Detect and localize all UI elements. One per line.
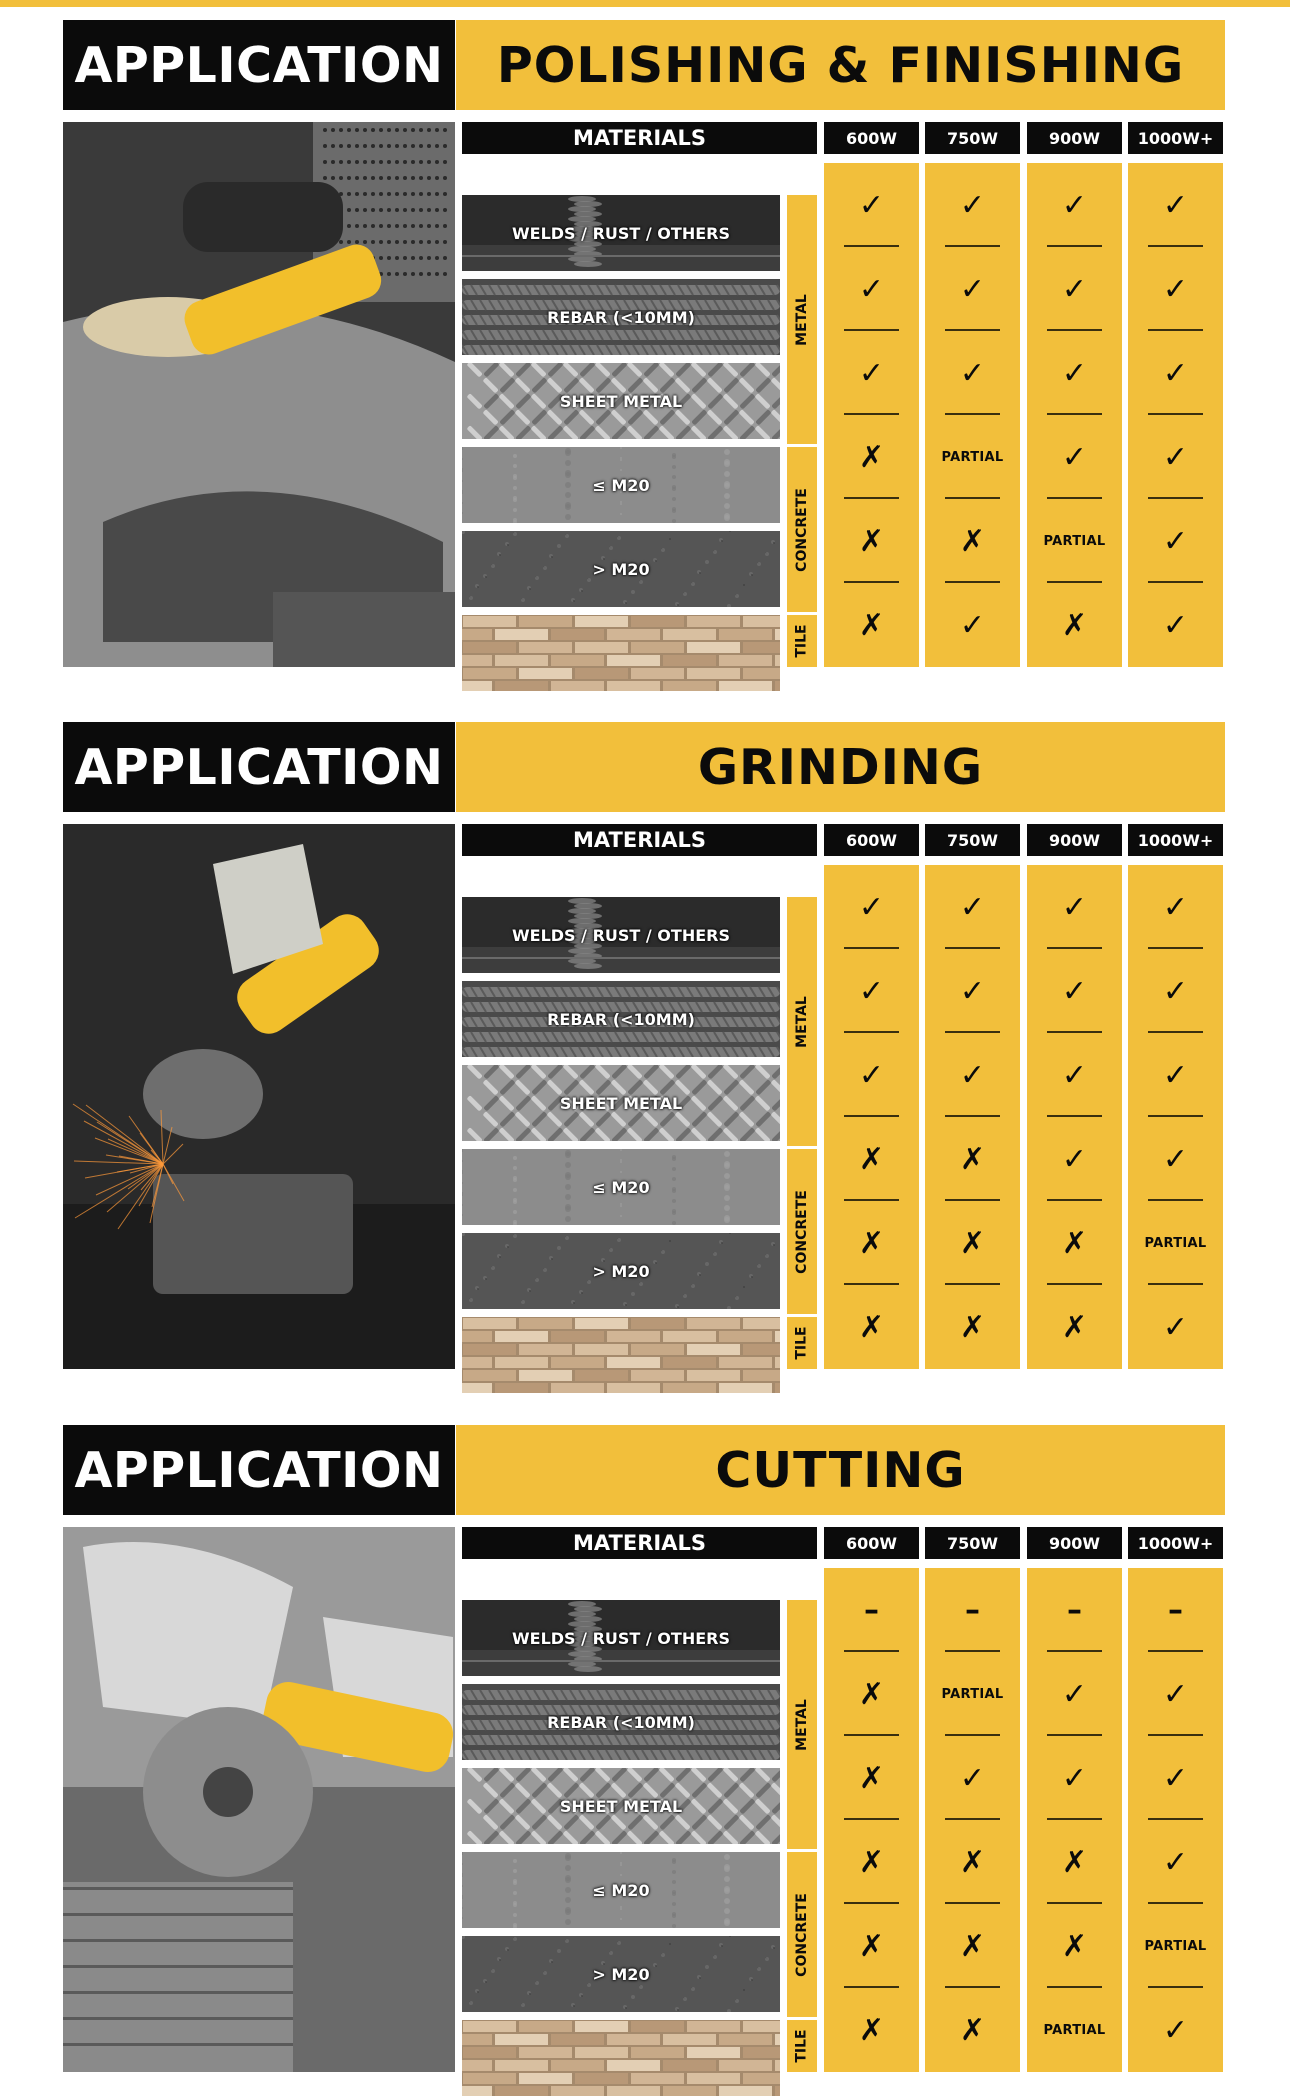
material-tile	[462, 1936, 780, 2012]
application-title: POLISHING & FINISHING	[456, 20, 1225, 110]
cross-icon: ✗	[959, 2012, 986, 2048]
check-icon: ✓	[858, 889, 885, 925]
cross-icon: ✗	[858, 1928, 885, 1964]
material-label: WELDS / RUST / OTHERS	[512, 223, 730, 243]
check-icon: ✓	[1162, 1141, 1189, 1177]
cross-icon: ✗	[858, 1309, 885, 1345]
cross-icon: ✗	[858, 439, 885, 475]
partial-label: PARTIAL	[1043, 2022, 1106, 2038]
wattage-column	[1027, 1568, 1122, 2072]
check-icon: ✓	[1162, 1057, 1189, 1093]
wattage-column	[824, 163, 919, 667]
partial-label: PARTIAL	[1043, 533, 1106, 549]
material-label: WELDS / RUST / OTHERS	[512, 1628, 730, 1648]
wattage-header: 600W	[824, 824, 919, 856]
check-icon: ✓	[858, 973, 885, 1009]
category-text: TILE	[794, 1326, 810, 1360]
dash-icon: –	[965, 1592, 980, 1628]
wattage-header: 750W	[925, 122, 1020, 154]
dash-icon: –	[1168, 1592, 1183, 1628]
check-icon: ✓	[959, 889, 986, 925]
cross-icon: ✗	[959, 1309, 986, 1345]
material-label: > M20	[592, 559, 650, 579]
dash-icon: –	[864, 1592, 879, 1628]
category-text: TILE	[794, 2029, 810, 2063]
cross-icon: ✗	[858, 607, 885, 643]
wattage-header: 750W	[925, 824, 1020, 856]
check-icon: ✓	[959, 973, 986, 1009]
partial-label: PARTIAL	[1144, 1235, 1207, 1251]
wattage-header: 600W	[824, 1527, 919, 1559]
check-icon: ✓	[1061, 187, 1088, 223]
wattage-header: 1000W+	[1128, 824, 1223, 856]
application-label: APPLICATION	[63, 1425, 455, 1515]
check-icon: ✓	[1162, 2012, 1189, 2048]
material-label: > M20	[592, 1261, 650, 1281]
cross-icon: ✗	[858, 1676, 885, 1712]
material-tile	[462, 279, 780, 355]
cross-icon: ✗	[858, 523, 885, 559]
top-accent-bar	[0, 0, 1290, 7]
material-label: SHEET METAL	[559, 391, 683, 411]
cross-icon: ✗	[1061, 1225, 1088, 1261]
check-icon: ✓	[1061, 439, 1088, 475]
category-text: CONCRETE	[794, 1892, 810, 1977]
check-icon: ✓	[1162, 439, 1189, 475]
wattage-header: 900W	[1027, 824, 1122, 856]
wattage-column	[824, 1568, 919, 2072]
wattage-column	[824, 865, 919, 1369]
check-icon: ✓	[858, 355, 885, 391]
material-label: ≤ M20	[592, 1880, 650, 1900]
material-tile	[462, 1233, 780, 1309]
material-tile	[462, 1600, 780, 1676]
category-text: METAL	[794, 995, 810, 1048]
wattage-column	[1128, 865, 1223, 1369]
category-label	[787, 897, 817, 1146]
partial-label: PARTIAL	[941, 1686, 1004, 1702]
material-tile	[462, 1852, 780, 1928]
check-icon: ✓	[959, 187, 986, 223]
material-tile	[462, 615, 780, 691]
category-text: CONCRETE	[794, 487, 810, 572]
check-icon: ✓	[1162, 1760, 1189, 1796]
material-tile	[462, 897, 780, 973]
material-label: REBAR (<10MM)	[547, 1009, 695, 1029]
category-text: CONCRETE	[794, 1189, 810, 1274]
category-text: TILE	[794, 624, 810, 658]
material-label: REBAR (<10MM)	[547, 1712, 695, 1732]
wattage-column	[925, 163, 1020, 667]
check-icon: ✓	[1061, 355, 1088, 391]
wattage-column	[925, 865, 1020, 1369]
application-title: GRINDING	[456, 722, 1225, 812]
wattage-column	[1128, 163, 1223, 667]
category-label	[787, 447, 817, 612]
material-tile	[462, 447, 780, 523]
check-icon: ✓	[1061, 1057, 1088, 1093]
cross-icon: ✗	[1061, 1844, 1088, 1880]
material-tile	[462, 981, 780, 1057]
material-tile	[462, 195, 780, 271]
check-icon: ✓	[1162, 271, 1189, 307]
material-label: > M20	[592, 1964, 650, 1984]
wattage-column	[1128, 1568, 1223, 2072]
cross-icon: ✗	[959, 1844, 986, 1880]
material-label: WELDS / RUST / OTHERS	[512, 925, 730, 945]
check-icon: ✓	[959, 1760, 986, 1796]
materials-header: MATERIALS	[462, 122, 817, 154]
material-label: ≤ M20	[592, 1177, 650, 1197]
check-icon: ✓	[1061, 1760, 1088, 1796]
check-icon: ✓	[1061, 973, 1088, 1009]
wattage-header: 900W	[1027, 122, 1122, 154]
material-tile	[462, 531, 780, 607]
cross-icon: ✗	[959, 523, 986, 559]
partial-label: PARTIAL	[1144, 1938, 1207, 1954]
category-label	[787, 195, 817, 444]
cross-icon: ✗	[1061, 607, 1088, 643]
check-icon: ✓	[858, 1057, 885, 1093]
check-icon: ✓	[1061, 1676, 1088, 1712]
category-text: METAL	[794, 1698, 810, 1751]
check-icon: ✓	[959, 1057, 986, 1093]
wattage-column	[1027, 163, 1122, 667]
application-section	[63, 1425, 1225, 2072]
cutter-photo	[63, 1527, 455, 2072]
check-icon: ✓	[959, 271, 986, 307]
cross-icon: ✗	[858, 1844, 885, 1880]
material-tile	[462, 1768, 780, 1844]
dash-icon: –	[1067, 1592, 1082, 1628]
check-icon: ✓	[1162, 355, 1189, 391]
wattage-header: 1000W+	[1128, 1527, 1223, 1559]
wattage-column	[925, 1568, 1020, 2072]
check-icon: ✓	[1061, 889, 1088, 925]
category-label	[787, 1852, 817, 2017]
material-tile	[462, 1317, 780, 1393]
cross-icon: ✗	[1061, 1309, 1088, 1345]
check-icon: ✓	[959, 355, 986, 391]
wattage-column	[1027, 865, 1122, 1369]
cross-icon: ✗	[858, 1760, 885, 1796]
check-icon: ✓	[1162, 607, 1189, 643]
material-tile	[462, 1065, 780, 1141]
material-tile	[462, 1684, 780, 1760]
polisher-photo	[63, 122, 455, 667]
check-icon: ✓	[858, 187, 885, 223]
check-icon: ✓	[1162, 1844, 1189, 1880]
wattage-header: 750W	[925, 1527, 1020, 1559]
check-icon: ✓	[858, 271, 885, 307]
material-label: SHEET METAL	[559, 1093, 683, 1113]
materials-header: MATERIALS	[462, 824, 817, 856]
material-label: REBAR (<10MM)	[547, 307, 695, 327]
material-label: ≤ M20	[592, 475, 650, 495]
application-section	[63, 20, 1225, 667]
material-label: SHEET METAL	[559, 1796, 683, 1816]
check-icon: ✓	[959, 607, 986, 643]
application-section	[63, 722, 1225, 1369]
check-icon: ✓	[1061, 271, 1088, 307]
material-tile	[462, 1149, 780, 1225]
wattage-header: 1000W+	[1128, 122, 1223, 154]
cross-icon: ✗	[959, 1225, 986, 1261]
check-icon: ✓	[1162, 523, 1189, 559]
cross-icon: ✗	[959, 1141, 986, 1177]
partial-label: PARTIAL	[941, 449, 1004, 465]
check-icon: ✓	[1162, 889, 1189, 925]
cross-icon: ✗	[959, 1928, 986, 1964]
cross-icon: ✗	[858, 1141, 885, 1177]
cross-icon: ✗	[858, 2012, 885, 2048]
cross-icon: ✗	[858, 1225, 885, 1261]
application-title: CUTTING	[456, 1425, 1225, 1515]
grinder-photo	[63, 824, 455, 1369]
check-icon: ✓	[1162, 1309, 1189, 1345]
category-label	[787, 1149, 817, 1314]
application-label: APPLICATION	[63, 722, 455, 812]
category-label	[787, 615, 817, 667]
category-label	[787, 1317, 817, 1369]
cross-icon: ✗	[1061, 1928, 1088, 1964]
material-tile	[462, 363, 780, 439]
category-label	[787, 1600, 817, 1849]
wattage-header: 600W	[824, 122, 919, 154]
wattage-header: 900W	[1027, 1527, 1122, 1559]
check-icon: ✓	[1061, 1141, 1088, 1177]
material-tile	[462, 2020, 780, 2096]
materials-header: MATERIALS	[462, 1527, 817, 1559]
check-icon: ✓	[1162, 973, 1189, 1009]
category-label	[787, 2020, 817, 2072]
check-icon: ✓	[1162, 187, 1189, 223]
category-text: METAL	[794, 293, 810, 346]
check-icon: ✓	[1162, 1676, 1189, 1712]
application-label: APPLICATION	[63, 20, 455, 110]
